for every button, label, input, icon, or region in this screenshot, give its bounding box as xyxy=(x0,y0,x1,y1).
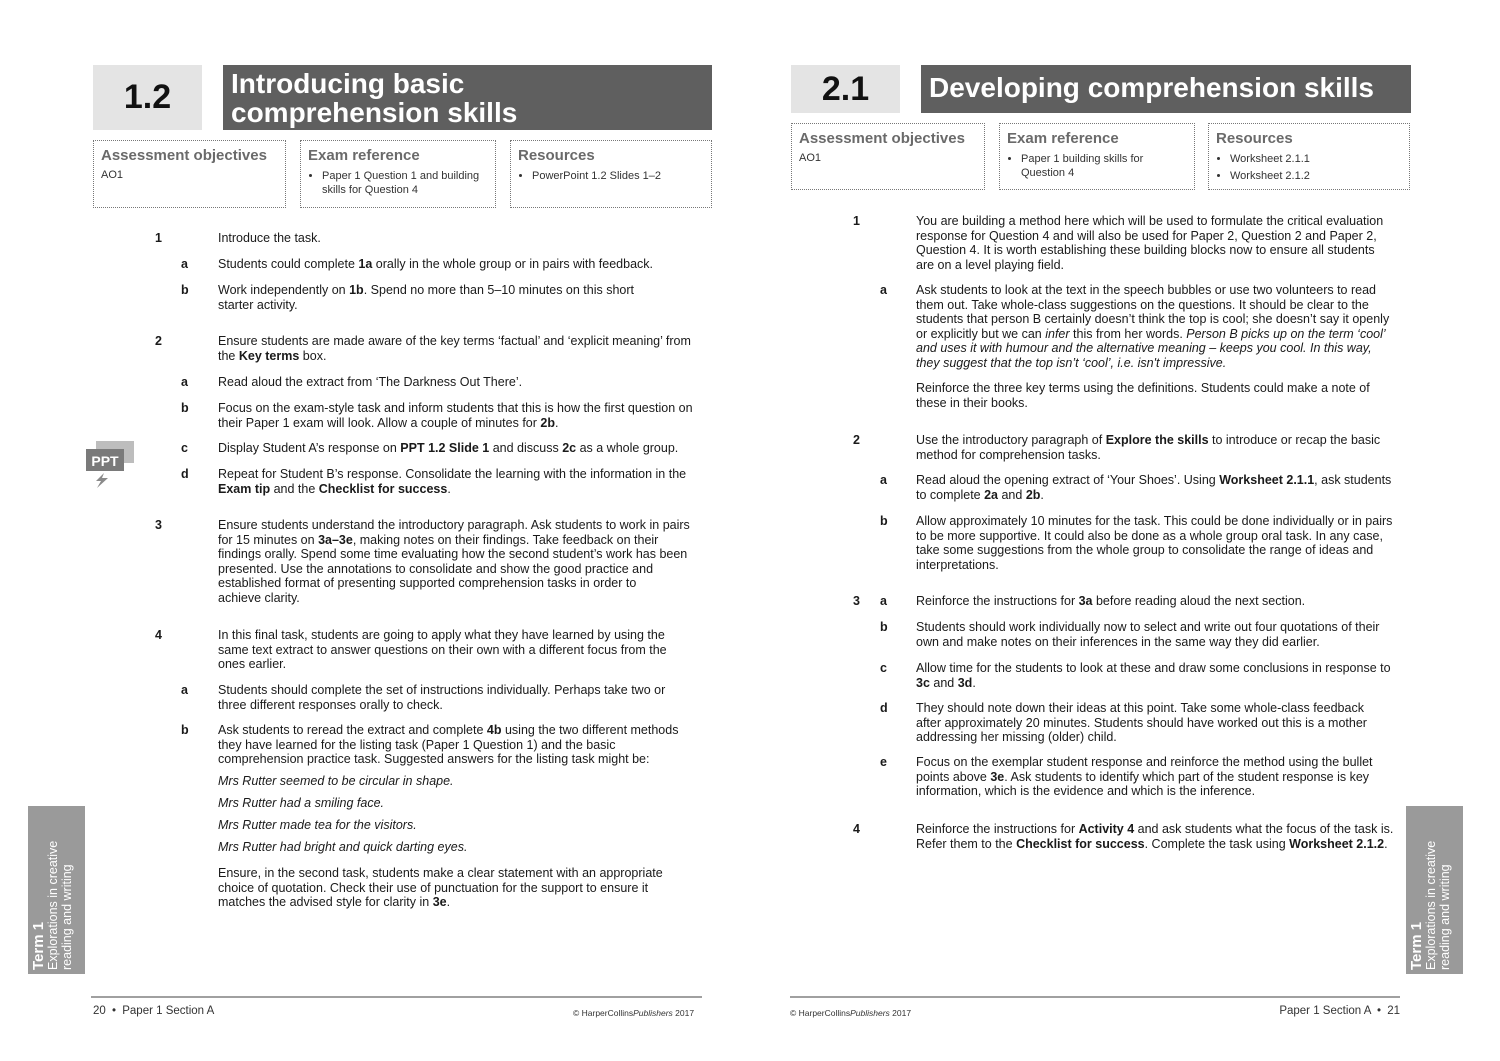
right-page xyxy=(750,0,1500,1061)
step-text: Ensure students understand the introductory paragraph. Ask students to work in pairs for 15 minutes on 3a–3e, making notes on their findings. Take feedback on their findings orally. Spend some time evaluating how the second student’s work has been presented. Use the annotations to consolidate and show the good practice and established format of presenting supported comprehension tasks in order to achieve clarity. xyxy=(218,518,690,605)
step-number: 3 xyxy=(155,518,162,532)
page-number: 20 xyxy=(93,1005,106,1017)
step-text: Allow time for the students to look at these and draw some conclusions in response to 3c and 3d. xyxy=(916,661,1391,690)
step-letter: a xyxy=(181,683,188,697)
step-text: Mrs Rutter had bright and quick darting eyes. xyxy=(218,840,468,854)
unit-title-line-1: Introducing basic xyxy=(231,68,465,99)
box-title: Exam reference xyxy=(1007,130,1119,147)
step-text: They should note down their ideas at this point. Take some whole-class feedback after approximately 20 minutes. Students should have worked out this is a mother addressing her missing (older) child. xyxy=(916,701,1367,745)
copyright-year: 2017 xyxy=(672,1008,695,1018)
step-text: Mrs Rutter made tea for the visitors. xyxy=(218,818,417,832)
copyright xyxy=(790,1008,911,1018)
unit-title-text: Developing comprehension skills xyxy=(929,72,1375,103)
resources-box xyxy=(510,140,712,208)
unit-title xyxy=(921,65,1411,113)
step-letter: d xyxy=(181,467,189,481)
step-text: Mrs Rutter had a smiling face. xyxy=(218,796,385,810)
box-title: Exam reference xyxy=(308,147,420,164)
page-number: 21 xyxy=(1387,1005,1400,1017)
footer-bullet: • xyxy=(112,1005,117,1017)
step-text: Ensure, in the second task, students make a clear statement with an appropriate choice of quotation. Check their use of punctuation for the support to ensure it matches the advised style for clarity in 3e. xyxy=(218,866,663,910)
side-tab-line-2: reading and writing xyxy=(1438,864,1452,970)
step-text: Read aloud the extract from ‘The Darkness Out There’. xyxy=(218,375,523,389)
step-text: Students could complete 1a orally in the whole group or in pairs with feedback. xyxy=(218,257,653,271)
step-text: You are building a method here which will be used to formulate the critical evaluation response for Question 4 and will also be used for Paper 2, Question 2 and Paper 2, Question 4. It is worth establishing these building blocks now to ensure all students are on a level playing field. xyxy=(916,214,1384,272)
resources-box xyxy=(1208,123,1410,190)
unit-title-line-2: comprehension skills xyxy=(231,97,518,128)
unit-number-text: 2.1 xyxy=(821,69,870,108)
unit-number xyxy=(791,65,900,113)
box-title: Assessment objectives xyxy=(799,130,965,147)
exam-reference-item: • Paper 1 building skills for Question 4 xyxy=(1021,152,1187,180)
exam-reference-item: • Paper 1 Question 1 and building skills for Question 4 xyxy=(322,169,488,197)
side-tab-line-1: Explorations in creative xyxy=(1424,840,1438,970)
step-letter: d xyxy=(880,701,888,715)
step-text: In this final task, students are going to apply what they have learned by using the same text extract to answer questions on their own with a different focus from the ones earlier. xyxy=(218,628,667,672)
step-letter: b xyxy=(181,283,189,297)
footer-bullet: • xyxy=(1376,1005,1381,1017)
resource-item: • PowerPoint 1.2 Slides 1–2 xyxy=(532,169,704,183)
step-text: Students should work individually now to select and write out four quotations of their own and make notes on their inferences in the same way they did earlier. xyxy=(916,620,1380,649)
step-text: Repeat for Student B’s response. Consolidate the learning with the information in the Exam tip and the Checklist for success. xyxy=(218,467,687,496)
step-text: Focus on the exemplar student response and reinforce the method using the bullet points above 3e. Ask students to identify which part of the student response is key information, which is the evidence and which is the inference. xyxy=(916,755,1373,799)
step-text: Ensure students are made aware of the key terms ‘factual’ and ‘explicit meaning’ from the Key terms box. xyxy=(218,334,691,363)
step-number: 3 xyxy=(853,594,860,608)
step-text: Work independently on 1b. Spend no more than 5–10 minutes on this short starter activity. xyxy=(218,283,635,312)
unit-number xyxy=(93,65,202,130)
step-number: 4 xyxy=(155,628,162,642)
step-letter: a xyxy=(181,257,188,271)
ppt-label: PPT xyxy=(91,453,119,469)
step-letter: a xyxy=(880,473,887,487)
step-text: Allow approximately 10 minutes for the task. This could be done individually or in pairs to be more supportive. It could also be done as a whole group oral task. In any case, take some suggestions from the whole group to consolidate the range of ideas and interpretations. xyxy=(916,514,1393,572)
assessment-objectives-box xyxy=(93,140,286,208)
step-letter: b xyxy=(181,401,189,415)
step-number: 2 xyxy=(155,334,162,348)
assessment-objectives-box xyxy=(791,123,985,190)
step-letter: b xyxy=(181,723,189,737)
step-text: Ask students to look at the text in the speech bubbles or use two volunteers to read them out. Take whole-class suggestions on the questions. It should be clear to the students that person B certainly doesn’t think the top is cool; she doesn’t say it openly or explicitly but we can infer this from her words. Person B picks up on the term ‘cool’ and uses it with humour and the alternative meaning – keeps you cool. In this way, they suggest that the top isn’t ‘cool’, i.e. isn't impressive. xyxy=(916,283,1390,370)
step-text: Reinforce the three key terms using the definitions. Students could make a note of these in their books. xyxy=(916,381,1370,410)
exam-reference-box xyxy=(999,123,1195,190)
step-number: 1 xyxy=(853,214,860,228)
step-text: Focus on the exam-style task and inform students that this is how the first question on their Paper 1 exam will look. Allow a couple of minutes for 2b. xyxy=(218,401,693,430)
box-title: Resources xyxy=(518,147,595,164)
box-title: Assessment objectives xyxy=(101,147,267,164)
step-text: Use the introductory paragraph of Explore the skills to introduce or recap the basic method for comprehension tasks. xyxy=(916,433,1381,462)
resource-item: • Worksheet 2.1.1 xyxy=(1230,152,1402,166)
copyright-year: 2017 xyxy=(889,1008,912,1018)
step-text: Mrs Rutter seemed to be circular in shape. xyxy=(218,774,454,788)
section-name: Paper 1 Section A xyxy=(1279,1005,1371,1017)
side-tab-line-1: Explorations in creative xyxy=(46,840,60,970)
footer-page-info xyxy=(93,1005,214,1017)
ppt-icon xyxy=(84,440,140,490)
step-text: Reinforce the instructions for Activity 4 and ask students what the focus of the task is. Refer them to the Checklist for success. Complete the task using Worksheet 2.1.2. xyxy=(916,822,1394,851)
step-text: Display Student A’s response on PPT 1.2 Slide 1 and discuss 2c as a whole group. xyxy=(218,441,679,455)
step-letter: b xyxy=(880,514,888,528)
side-tab-term: Term 1 xyxy=(30,921,47,970)
exam-reference-box xyxy=(300,140,496,208)
copyright-prefix: © HarperCollins xyxy=(573,1008,634,1018)
step-number: 1 xyxy=(155,231,162,245)
unit-number-text: 1.2 xyxy=(123,78,172,116)
resource-item: • Worksheet 2.1.2 xyxy=(1230,169,1402,183)
footer-rule xyxy=(91,996,702,998)
box-text: AO1 xyxy=(101,169,124,181)
step-text: Ask students to reread the extract and complete 4b using the two different methods they have learned for the listing task (Paper 1 Question 1) and the basic comprehension practice task. Suggested answers for the listing task might be: xyxy=(218,723,679,767)
footer-page-info xyxy=(1279,1005,1400,1017)
step-text: Reinforce the instructions for 3a before reading aloud the next section. xyxy=(916,594,1306,608)
step-letter: c xyxy=(880,661,887,675)
step-letter: e xyxy=(880,755,887,769)
box-text: AO1 xyxy=(799,152,822,164)
box-title: Resources xyxy=(1216,130,1293,147)
copyright-prefix: © HarperCollins xyxy=(790,1008,851,1018)
step-letter: b xyxy=(880,620,888,634)
copyright xyxy=(573,1008,694,1018)
step-letter: a xyxy=(880,283,887,297)
step-text: Introduce the task. xyxy=(218,231,321,245)
step-number: 4 xyxy=(853,822,860,836)
step-letter: a xyxy=(181,375,188,389)
section-name: Paper 1 Section A xyxy=(122,1005,215,1017)
side-tab-line-2: reading and writing xyxy=(60,864,74,970)
side-tab xyxy=(28,806,85,974)
step-letter: a xyxy=(880,594,887,608)
footer-rule xyxy=(790,996,1400,998)
side-tab-term: Term 1 xyxy=(1408,921,1425,970)
copyright-italic: Publishers xyxy=(633,1008,673,1018)
step-text: Read aloud the opening extract of ‘Your Shoes’. Using Worksheet 2.1.1, ask students to complete 2a and 2b. xyxy=(916,473,1392,502)
step-number: 2 xyxy=(853,433,860,447)
unit-title xyxy=(223,65,712,130)
side-tab xyxy=(1406,806,1463,974)
step-letter: c xyxy=(181,441,188,455)
copyright-italic: Publishers xyxy=(850,1008,890,1018)
step-text: Students should complete the set of instructions individually. Perhaps take two or three different responses orally to check. xyxy=(218,683,666,712)
